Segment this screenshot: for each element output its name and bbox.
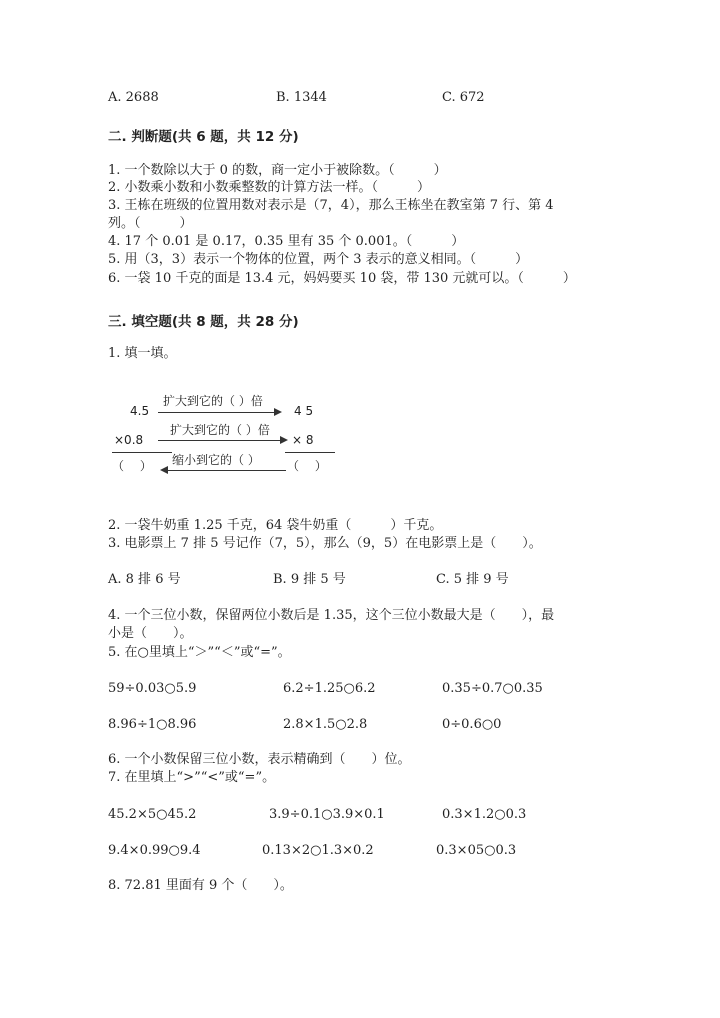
judgement-item: 4. 17 个 0.01 是 0.17，0.35 里有 35 个 0.001。（ ）	[108, 234, 465, 249]
option-c: C. 672	[442, 90, 485, 105]
question-7: 7. 在里填上“>”“<”或“=”。	[108, 770, 276, 785]
diagram-left-bottom: （ ）	[112, 459, 152, 473]
question-5: 5. 在○里填上“＞”“＜”或“=”。	[108, 645, 291, 660]
arrow-2-line	[158, 440, 280, 441]
q7-expr: 0.3×05○0.3	[436, 843, 517, 858]
judgement-item: 列。（ ）	[108, 216, 193, 231]
q5-expr: 6.2÷1.25○6.2	[283, 681, 376, 696]
question-6: 6. 一个小数保留三位小数，表示精确到（ ）位。	[108, 752, 411, 767]
q7-expr: 0.3×1.2○0.3	[442, 807, 527, 822]
q7-expr: 3.9÷0.1○3.9×0.1	[269, 807, 385, 822]
arrow-right-icon	[274, 408, 282, 416]
question-8: 8. 72.81 里面有 9 个（ ）。	[108, 878, 293, 893]
q7-expr: 45.2×5○45.2	[108, 807, 197, 822]
section-title-fill-in: 三. 填空题(共 8 题，共 28 分)	[108, 314, 299, 330]
arrow-left-icon	[160, 466, 168, 474]
section-title-judgement: 二. 判断题(共 6 题，共 12 分)	[108, 129, 299, 145]
judgement-item: 2. 小数乘小数和小数乘整数的计算方法一样。（ ）	[108, 180, 431, 195]
diagram-left-top: 4.5	[130, 404, 150, 418]
q5-expr: 8.96÷1○8.96	[108, 717, 197, 732]
q5-expr: 2.8×1.5○2.8	[283, 717, 368, 732]
arrow-label-1: 扩大到它的（ ）倍	[163, 394, 263, 408]
q5-expr: 0÷0.6○0	[442, 717, 502, 732]
question-1: 1. 填一填。	[108, 346, 177, 361]
q5-expr: 0.35÷0.7○0.35	[442, 681, 543, 696]
arrow-1-line	[158, 412, 274, 413]
arrow-label-3: 缩小到它的（ ）	[172, 453, 260, 467]
option-b: B. 1344	[276, 90, 327, 105]
q3-option-b: B. 9 排 5 号	[273, 572, 346, 587]
judgement-item: 5. 用（3，3）表示一个物体的位置，两个 3 表示的意义相同。（ ）	[108, 252, 529, 267]
q5-expr: 59÷0.03○5.9	[108, 681, 197, 696]
judgement-item: 6. 一袋 10 千克的面是 13.4 元，妈妈要买 10 袋，带 130 元就可以。（ ）	[108, 271, 576, 286]
arrow-3-line	[168, 470, 286, 471]
question-3: 3. 电影票上 7 排 5 号记作（7，5），那么（9，5）在电影票上是（ ）。	[108, 536, 542, 551]
arrow-right-icon	[280, 436, 288, 444]
question-4-line-1: 4. 一个三位小数，保留两位小数后是 1.35，这个三位小数最大是（ ），最	[108, 608, 555, 623]
judgement-item: 3. 王栋在班级的位置用数对表示是（7，4），那么王栋坐在教室第 7 行、第 4	[108, 198, 554, 213]
diagram-right-top: 4 5	[294, 404, 314, 418]
q7-expr: 9.4×0.99○9.4	[108, 843, 201, 858]
arrow-label-2: 扩大到它的（ ）倍	[170, 423, 270, 437]
question-2: 2. 一袋牛奶重 1.25 千克，64 袋牛奶重（ ）千克。	[108, 518, 443, 533]
option-a: A. 2688	[108, 90, 159, 105]
left-result-line	[112, 452, 172, 453]
judgement-item: 1. 一个数除以大于 0 的数，商一定小于被除数。（ ）	[108, 163, 447, 178]
q7-expr: 0.13×2○1.3×0.2	[262, 843, 374, 858]
question-4-line-2: 小是（ ）。	[108, 626, 193, 641]
q3-option-c: C. 5 排 9 号	[436, 572, 509, 587]
diagram-right-mid: × 8	[292, 433, 314, 447]
q3-option-a: A. 8 排 6 号	[108, 572, 181, 587]
diagram-left-mid: ×0.8	[114, 433, 144, 447]
diagram-right-bottom: （ ）	[287, 459, 327, 473]
right-result-line	[285, 452, 335, 453]
